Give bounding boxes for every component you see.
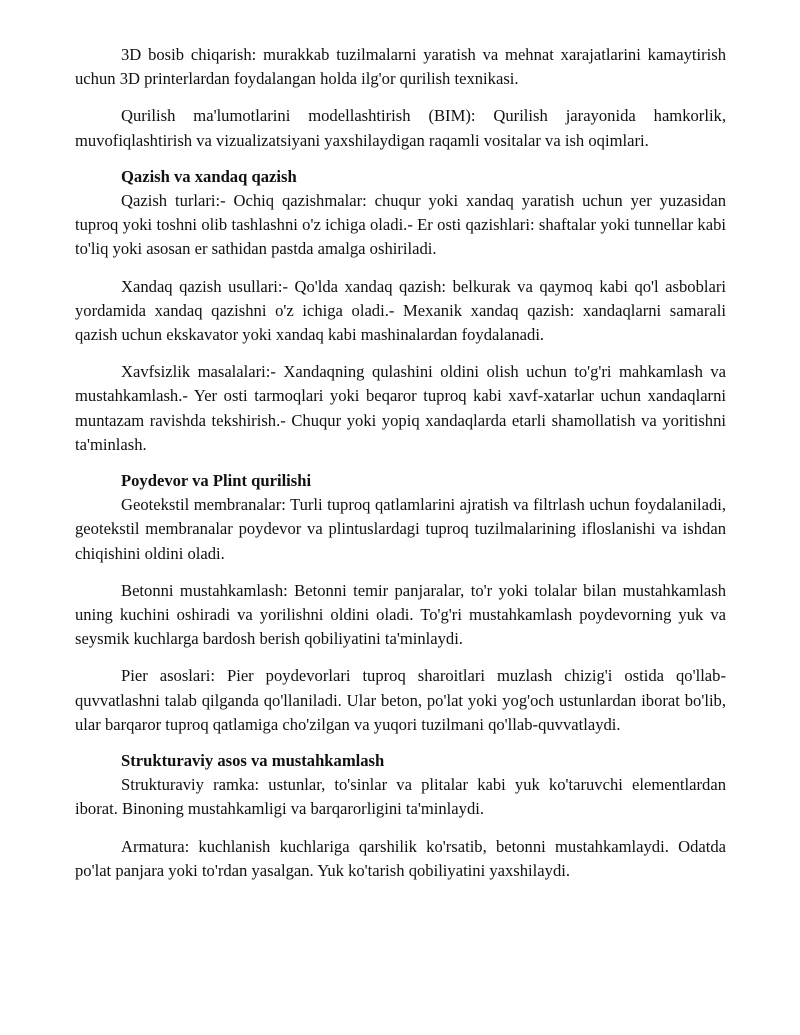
paragraph-geotextile: Geotekstil membranalar: Turli tuproq qatlamlarini ajratish va filtrlash uchun foydalaniladi, geotekstil membranalar poydevor va plintuslardagi tuproq tuzilmalarining ifloslanishi va ishdan chiqishini oldini oladi. [75, 495, 726, 563]
document-page [75, 43, 726, 883]
paragraph-reinforcement-bar: Armatura: kuchlanish kuchlariga qarshilik ko'rsatib, betonni mustahkamlaydi. Odatda po'lat panjara yoki to'rdan yasalgan. Yuk ko'tarish qobiliyatini yaxshilaydi. [75, 836, 726, 880]
paragraph-concrete-reinforcement: Betonni mustahkamlash: Betonni temir panjaralar, to'r yoki tolalar bilan mustahkamlash uning kuchini oshiradi va yorilishni oldini oladi. To'g'ri mustahkamlash poydevorning yuk va seysmik kuchlarga bardosh berish qobiliyatini ta'minlaydi. [75, 580, 726, 649]
paragraph-trenching-methods: Xandaq qazish usullari:- Qo'lda xandaq qazish: belkurak va qaymoq kabi qo'l asboblari yordamida xandaq qazishni o'z ichiga oladi.- Mexanik xandaq qazish: xandaqlarni samarali qazish uchun ekskavator yoki xandaq kabi mashinalardan foydalanadi. [75, 276, 726, 345]
paragraph-bim: Qurilish ma'lumotlarini modellashtirish (BIM): Qurilish jarayonida hamkorlik, muvofiqlashtirish va vizualizatsiyani yaxshilaydigan raqamli vositalar va ish oqimlari. [75, 106, 726, 150]
section-heading-structural: Strukturaviy asos va mustahkamlash [121, 751, 385, 771]
paragraph-excavation-types: Qazish turlari:- Ochiq qazishmalar: chuqur yoki xandaq yaratish uchun yer yuzasidan tuproq yoki toshni olib tashlashni o'z ichiga oladi.- Er osti qazishlari: shaftalar yoki tunnellar kabi to'liq yoki asosan er sathidan pastda amalga oshiriladi. [75, 191, 726, 259]
section-heading-foundation: Poydevor va Plint qurilishi [121, 471, 312, 491]
paragraph-3d-printing: 3D bosib chiqarish: murakkab tuzilmalarni yaratish va mehnat xarajatlarini kamaytirish uchun 3D printerlardan foydalangan holda ilg'or qurilish texnikasi. [75, 45, 726, 89]
paragraph-pier-foundations: Pier asoslari: Pier poydevorlari tuproq sharoitlari muzlash chizig'i ostida qo'llab-quvvatlashni talab qilganda qo'llaniladi. Ular beton, po'lat yoki yog'och ustunlardan iborat bo'lib, ular barqaror tuproq qatlamiga cho'zilgan va yuqori tuzilmani qo'llab-quvvatlaydi. [75, 666, 726, 734]
paragraph-structural-frame: Strukturaviy ramka: ustunlar, to'sinlar va plitalar kabi yuk ko'taruvchi elementlardan iborat. Binoning mustahkamligi va barqarorligini ta'minlaydi. [75, 775, 726, 819]
paragraph-safety-issues: Xavfsizlik masalalari:- Xandaqning qulashini oldini olish uchun to'g'ri mahkamlash va mustahkamlash.- Yer osti tarmoqlari yoki beqaror tuproq kabi xavf-xatarlar uchun xandaqlarni muntazam ravishda tekshirish.- Chuqur yoki yopiq xandaqlarda etarli shamollatish va yoritishni ta'minlash. [75, 362, 726, 454]
section-heading-excavation: Qazish va xandaq qazish [121, 166, 297, 186]
